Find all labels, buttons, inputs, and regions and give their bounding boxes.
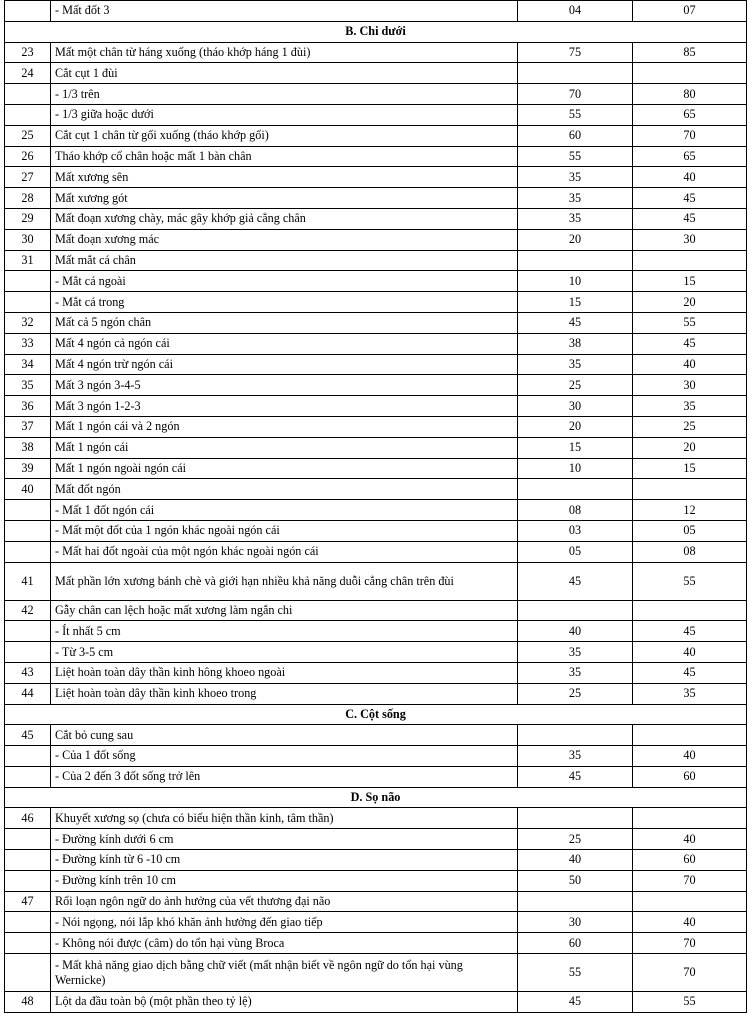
table-row	[5, 188, 747, 209]
table-row	[5, 870, 747, 891]
rate-max: 70	[633, 933, 747, 954]
rate-max: 40	[633, 829, 747, 850]
table-row	[5, 992, 747, 1013]
table-row	[5, 208, 747, 229]
injury-description: - Mất một đốt của 1 ngón khác ngoài ngón cái	[51, 520, 518, 541]
row-number	[5, 104, 51, 125]
rate-min: 50	[518, 870, 633, 891]
rate-max: 45	[633, 621, 747, 642]
injury-description: Cắt cụt 1 đùi	[51, 63, 518, 84]
injury-description: - Nói ngọng, nói lắp khó khăn ảnh hưởng đến giao tiếp	[51, 912, 518, 933]
rate-min: 35	[518, 167, 633, 188]
injury-description: - Đường kính dưới 6 cm	[51, 829, 518, 850]
row-number	[5, 642, 51, 663]
injury-description: - 1/3 giữa hoặc dưới	[51, 104, 518, 125]
injury-description: Mất 1 ngón cái	[51, 437, 518, 458]
rate-min: 35	[518, 662, 633, 683]
rate-min: 35	[518, 746, 633, 767]
row-number	[5, 850, 51, 871]
table-row	[5, 479, 747, 500]
row-number: 44	[5, 683, 51, 704]
rate-max: 45	[633, 208, 747, 229]
row-number: 36	[5, 396, 51, 417]
injury-description: Lột da đầu toàn bộ (một phần theo tỷ lệ)	[51, 992, 518, 1013]
table-row	[5, 662, 747, 683]
row-number	[5, 271, 51, 292]
table-row	[5, 312, 747, 333]
injury-description: Mất một chân từ háng xuống (tháo khớp háng 1 đùi)	[51, 42, 518, 63]
rate-max: 30	[633, 229, 747, 250]
rate-min: 45	[518, 312, 633, 333]
rate-max: 70	[633, 125, 747, 146]
rate-min	[518, 479, 633, 500]
rate-max: 40	[633, 642, 747, 663]
rate-min: 10	[518, 458, 633, 479]
rate-min: 75	[518, 42, 633, 63]
rate-min: 40	[518, 850, 633, 871]
rate-max: 55	[633, 562, 747, 600]
injury-description: - 1/3 trên	[51, 84, 518, 105]
rate-max: 40	[633, 354, 747, 375]
rate-max: 70	[633, 954, 747, 992]
rate-max: 45	[633, 188, 747, 209]
row-number	[5, 84, 51, 105]
row-number	[5, 933, 51, 954]
rate-min: 05	[518, 541, 633, 562]
table-row	[5, 229, 747, 250]
rate-max: 85	[633, 42, 747, 63]
rate-max: 40	[633, 746, 747, 767]
rate-max: 60	[633, 766, 747, 787]
table-row	[5, 808, 747, 829]
row-number	[5, 500, 51, 521]
row-number	[5, 621, 51, 642]
rate-min: 08	[518, 500, 633, 521]
table-row	[5, 600, 747, 621]
rate-min: 10	[518, 271, 633, 292]
table-row	[5, 829, 747, 850]
section-title: D. Sọ não	[5, 787, 747, 808]
injury-description: Mất 4 ngón trừ ngón cái	[51, 354, 518, 375]
rate-max	[633, 600, 747, 621]
rate-min: 25	[518, 683, 633, 704]
row-number: 29	[5, 208, 51, 229]
rate-min: 55	[518, 146, 633, 167]
rate-min: 45	[518, 766, 633, 787]
rate-min: 04	[518, 1, 633, 22]
row-number: 41	[5, 562, 51, 600]
injury-description: Mất 1 ngón ngoài ngón cái	[51, 458, 518, 479]
table-row	[5, 850, 747, 871]
row-number	[5, 870, 51, 891]
table-row	[5, 125, 747, 146]
rate-max	[633, 479, 747, 500]
injury-description: - Mất 1 đốt ngón cái	[51, 500, 518, 521]
injury-description: Mất cả 5 ngón chân	[51, 312, 518, 333]
injury-description: - Của 2 đến 3 đốt sống trở lên	[51, 766, 518, 787]
row-number	[5, 520, 51, 541]
rate-min: 15	[518, 292, 633, 313]
injury-description: - Mất khả năng giao dịch bằng chữ viết (mất nhận biết về ngôn ngữ do tổn hại vùng Wernicke)	[51, 954, 518, 992]
table-row	[5, 250, 747, 271]
table-row	[5, 416, 747, 437]
rate-min	[518, 891, 633, 912]
injury-description: - Đường kính từ 6 -10 cm	[51, 850, 518, 871]
injury-description: - Của 1 đốt sống	[51, 746, 518, 767]
table-row	[5, 167, 747, 188]
injury-description: Tháo khớp cổ chân hoặc mất 1 bàn chân	[51, 146, 518, 167]
rate-min: 45	[518, 562, 633, 600]
rate-max: 80	[633, 84, 747, 105]
injury-description: - Đường kính trên 10 cm	[51, 870, 518, 891]
injury-description: Mất xương gót	[51, 188, 518, 209]
table-row	[5, 621, 747, 642]
rate-max: 30	[633, 375, 747, 396]
table-row	[5, 104, 747, 125]
row-number: 46	[5, 808, 51, 829]
rate-min	[518, 808, 633, 829]
table-row	[5, 500, 747, 521]
table-row	[5, 42, 747, 63]
row-number: 30	[5, 229, 51, 250]
table-body	[5, 1, 747, 1013]
table-row	[5, 541, 747, 562]
row-number: 32	[5, 312, 51, 333]
injury-description: - Ít nhất 5 cm	[51, 621, 518, 642]
rate-min	[518, 725, 633, 746]
injury-description: - Mất hai đốt ngoài của một ngón khác ngoài ngón cái	[51, 541, 518, 562]
rate-max: 55	[633, 992, 747, 1013]
rate-min: 35	[518, 354, 633, 375]
rate-min: 03	[518, 520, 633, 541]
row-number: 28	[5, 188, 51, 209]
rate-max: 05	[633, 520, 747, 541]
rate-max	[633, 725, 747, 746]
injury-description: Mất đoạn xương mác	[51, 229, 518, 250]
section-header-row	[5, 787, 747, 808]
row-number	[5, 746, 51, 767]
rate-max	[633, 891, 747, 912]
injury-description: Liệt hoàn toàn dây thần kinh hông khoeo ngoài	[51, 662, 518, 683]
rate-min: 45	[518, 992, 633, 1013]
rate-min: 60	[518, 125, 633, 146]
table-row	[5, 458, 747, 479]
rate-max: 12	[633, 500, 747, 521]
injury-description: Mất mắt cá chân	[51, 250, 518, 271]
rate-max: 60	[633, 850, 747, 871]
rate-max: 40	[633, 912, 747, 933]
injury-description: Liệt hoàn toàn dây thần kinh khoeo trong	[51, 683, 518, 704]
rate-max: 45	[633, 333, 747, 354]
table-row	[5, 933, 747, 954]
injury-description: - Từ 3-5 cm	[51, 642, 518, 663]
section-title: C. Cột sống	[5, 704, 747, 725]
injury-description: Mất 1 ngón cái và 2 ngón	[51, 416, 518, 437]
rate-max: 40	[633, 167, 747, 188]
row-number: 33	[5, 333, 51, 354]
rate-max	[633, 63, 747, 84]
section-header-row	[5, 21, 747, 42]
rate-min	[518, 250, 633, 271]
rate-min: 40	[518, 621, 633, 642]
table-row	[5, 396, 747, 417]
rate-max: 20	[633, 292, 747, 313]
rate-max: 15	[633, 458, 747, 479]
table-row	[5, 84, 747, 105]
rate-min: 25	[518, 375, 633, 396]
rate-max: 08	[633, 541, 747, 562]
rate-min: 55	[518, 954, 633, 992]
rate-max: 20	[633, 437, 747, 458]
row-number	[5, 1, 51, 22]
rate-max	[633, 250, 747, 271]
rate-min: 15	[518, 437, 633, 458]
injury-rate-table	[4, 0, 747, 1013]
row-number	[5, 292, 51, 313]
table-row	[5, 146, 747, 167]
injury-description: Mất đoạn xương chày, mác gây khớp giả cẳng chân	[51, 208, 518, 229]
table-row	[5, 333, 747, 354]
table-row	[5, 375, 747, 396]
injury-description: Mất 3 ngón 1-2-3	[51, 396, 518, 417]
rate-min: 25	[518, 829, 633, 850]
table-row	[5, 63, 747, 84]
rate-max	[633, 808, 747, 829]
table-row	[5, 520, 747, 541]
row-number: 35	[5, 375, 51, 396]
row-number: 48	[5, 992, 51, 1013]
table-row	[5, 642, 747, 663]
rate-min: 55	[518, 104, 633, 125]
rate-max: 65	[633, 104, 747, 125]
injury-description: - Mất đốt 3	[51, 1, 518, 22]
row-number: 26	[5, 146, 51, 167]
row-number: 42	[5, 600, 51, 621]
rate-min	[518, 600, 633, 621]
table-row	[5, 766, 747, 787]
injury-description: Rối loạn ngôn ngữ do ảnh hưởng của vết thương đại não	[51, 891, 518, 912]
rate-min: 60	[518, 933, 633, 954]
rate-max: 70	[633, 870, 747, 891]
row-number: 34	[5, 354, 51, 375]
rate-max: 65	[633, 146, 747, 167]
injury-description: Mất đốt ngón	[51, 479, 518, 500]
rate-max: 55	[633, 312, 747, 333]
table-row	[5, 271, 747, 292]
injury-description: Cắt bỏ cung sau	[51, 725, 518, 746]
rate-min: 35	[518, 188, 633, 209]
rate-min: 35	[518, 642, 633, 663]
row-number	[5, 829, 51, 850]
injury-description: Cắt cụt 1 chân từ gối xuống (tháo khớp gối)	[51, 125, 518, 146]
row-number: 25	[5, 125, 51, 146]
rate-min: 20	[518, 229, 633, 250]
table-row	[5, 292, 747, 313]
table-row	[5, 683, 747, 704]
injury-description: - Không nói được (câm) do tổn hại vùng Broca	[51, 933, 518, 954]
injury-description: Gẫy chân can lệch hoặc mất xương làm ngắn chi	[51, 600, 518, 621]
rate-min: 30	[518, 396, 633, 417]
table-row	[5, 746, 747, 767]
rate-max: 35	[633, 396, 747, 417]
row-number	[5, 541, 51, 562]
row-number: 43	[5, 662, 51, 683]
table-row	[5, 954, 747, 992]
row-number: 45	[5, 725, 51, 746]
row-number: 23	[5, 42, 51, 63]
rate-min: 35	[518, 208, 633, 229]
row-number: 37	[5, 416, 51, 437]
row-number: 31	[5, 250, 51, 271]
rate-max: 15	[633, 271, 747, 292]
rate-max: 35	[633, 683, 747, 704]
rate-min: 38	[518, 333, 633, 354]
row-number: 27	[5, 167, 51, 188]
injury-description: - Mắt cá trong	[51, 292, 518, 313]
rate-min: 30	[518, 912, 633, 933]
row-number: 24	[5, 63, 51, 84]
row-number	[5, 912, 51, 933]
rate-max: 25	[633, 416, 747, 437]
row-number	[5, 954, 51, 992]
injury-description: Khuyết xương sọ (chưa có biểu hiện thần kinh, tâm thần)	[51, 808, 518, 829]
rate-min	[518, 63, 633, 84]
table-row	[5, 891, 747, 912]
row-number: 47	[5, 891, 51, 912]
injury-description: Mất 3 ngón 3-4-5	[51, 375, 518, 396]
rate-min: 20	[518, 416, 633, 437]
row-number	[5, 766, 51, 787]
injury-description: - Mắt cá ngoài	[51, 271, 518, 292]
injury-description: Mất xương sên	[51, 167, 518, 188]
table-row	[5, 437, 747, 458]
injury-description: Mất phần lớn xương bánh chè và giới hạn nhiều khả năng duỗi cẳng chân trên đùi	[51, 562, 518, 600]
table-row	[5, 562, 747, 600]
row-number: 38	[5, 437, 51, 458]
injury-description: Mất 4 ngón cả ngón cái	[51, 333, 518, 354]
row-number: 39	[5, 458, 51, 479]
section-header-row	[5, 704, 747, 725]
row-number: 40	[5, 479, 51, 500]
rate-min: 70	[518, 84, 633, 105]
table-row	[5, 354, 747, 375]
table-row	[5, 912, 747, 933]
rate-max: 07	[633, 1, 747, 22]
section-title: B. Chi dưới	[5, 21, 747, 42]
table-row	[5, 725, 747, 746]
rate-max: 45	[633, 662, 747, 683]
table-row	[5, 1, 747, 22]
